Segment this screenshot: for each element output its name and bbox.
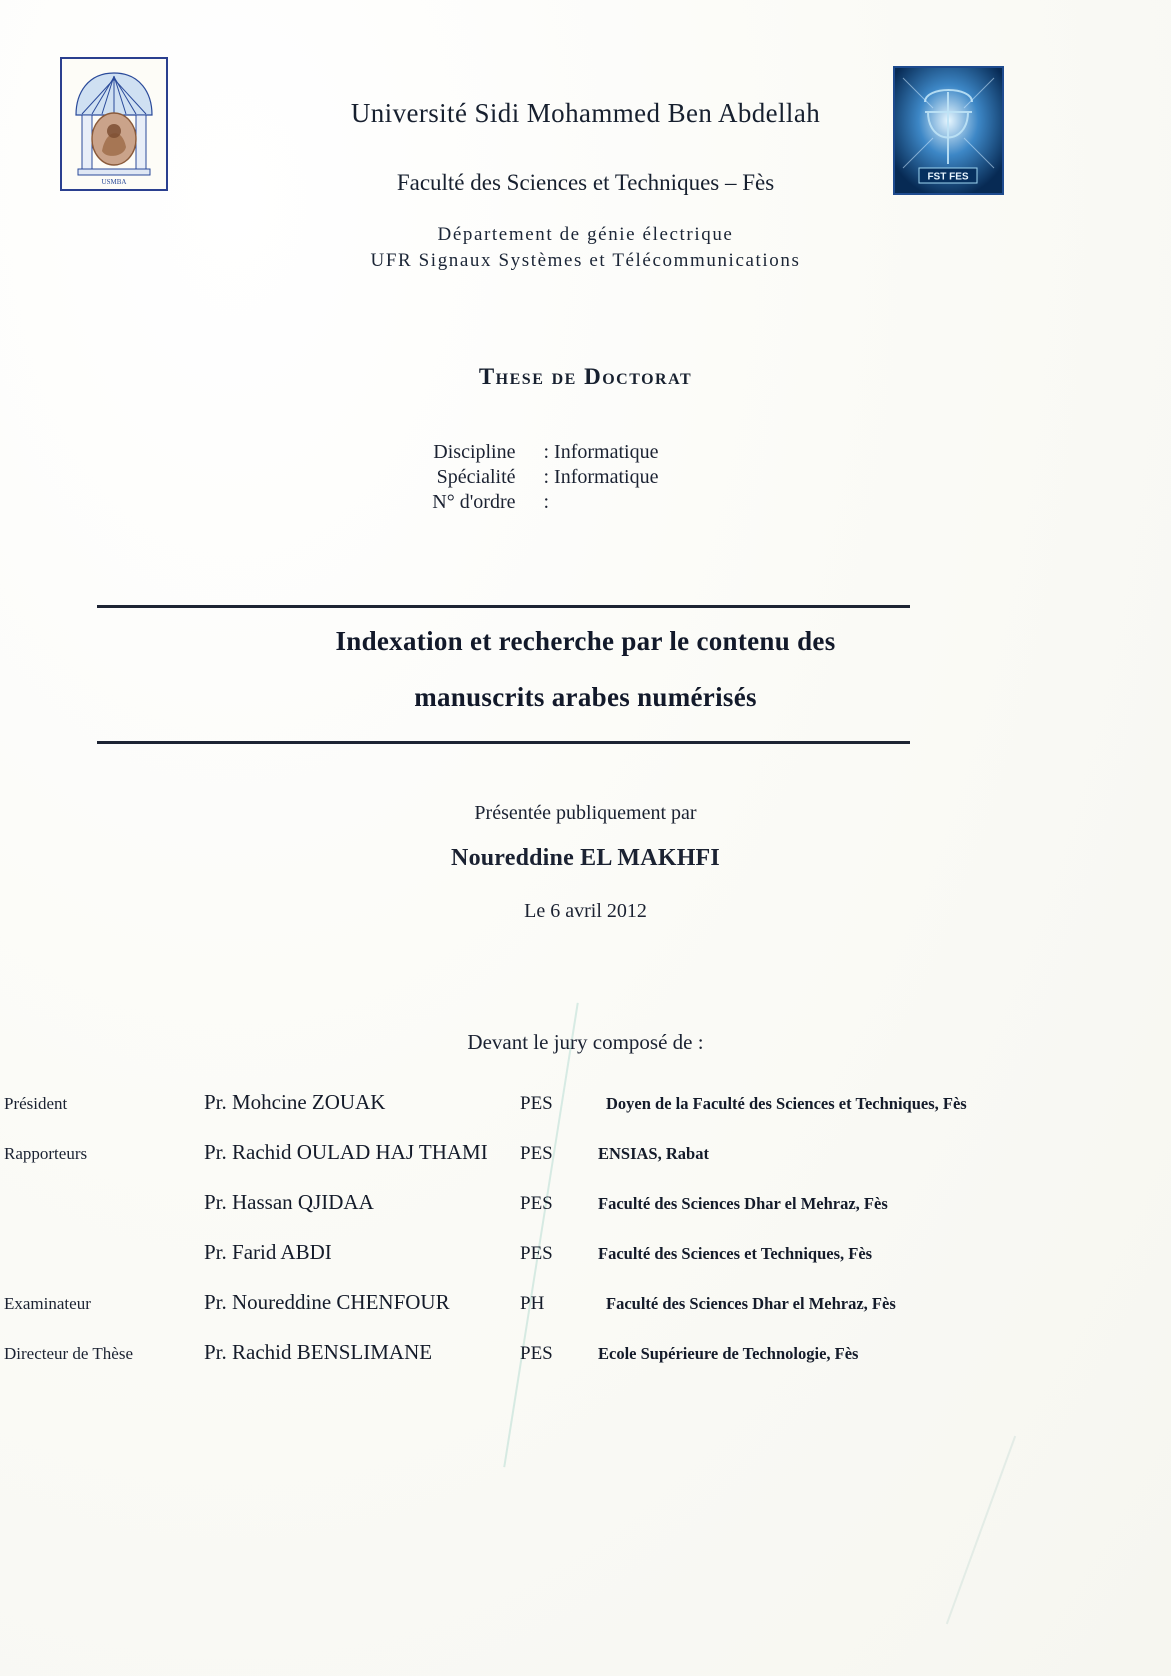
faculty-name: Faculté des Sciences et Techniques – Fès (396, 170, 775, 195)
author-name: Noureddine EL MAKHFI (451, 845, 720, 871)
metadata-value: : (543, 491, 550, 513)
presented-by-label: Présentée publiquement par (474, 802, 697, 824)
jury-table (0, 1090, 1171, 1390)
jury-row (0, 1090, 1171, 1140)
jury-grade: PES (520, 1243, 553, 1264)
jury-member-name: Pr. Farid ABDI (204, 1240, 332, 1264)
metadata-key: Discipline (433, 441, 516, 463)
jury-grade: PES (520, 1193, 553, 1214)
metadata-row (0, 465, 1171, 490)
department-name: Département de génie électrique (437, 224, 734, 245)
metadata-value: : Informatique (543, 466, 659, 488)
jury-role: Rapporteurs (4, 1144, 88, 1163)
jury-affiliation: Doyen de la Faculté des Sciences et Techniques, Fès (606, 1094, 967, 1113)
jury-row (0, 1140, 1171, 1190)
title-rule-top (97, 605, 910, 608)
jury-member-name: Pr. Rachid OULAD HAJ THAMI (204, 1140, 488, 1164)
jury-role: Directeur de Thèse (4, 1344, 134, 1363)
jury-affiliation: Faculté des Sciences Dhar el Mehraz, Fès (598, 1194, 888, 1213)
jury-row (0, 1340, 1171, 1390)
scan-artifact-streak (946, 1436, 1016, 1625)
jury-affiliation: Faculté des Sciences et Techniques, Fès (598, 1244, 873, 1263)
jury-member-name: Pr. Mohcine ZOUAK (204, 1090, 386, 1114)
title-rule-bottom (97, 741, 910, 744)
jury-grade: PH (520, 1293, 545, 1314)
jury-row (0, 1240, 1171, 1290)
metadata-key: Spécialité (436, 466, 516, 488)
jury-member-name: Pr. Rachid BENSLIMANE (204, 1340, 433, 1364)
jury-intro-label: Devant le jury composé de : (467, 1030, 704, 1054)
jury-member-name: Pr. Hassan QJIDAA (204, 1190, 374, 1214)
metadata-value: : Informatique (543, 441, 659, 463)
jury-grade: PES (520, 1343, 553, 1364)
university-name: Université Sidi Mohammed Ben Abdellah (350, 98, 821, 128)
jury-grade: PES (520, 1093, 553, 1114)
jury-affiliation: Ecole Supérieure de Technologie, Fès (598, 1344, 859, 1363)
document-type-heading: These de Doctorat (478, 364, 693, 389)
jury-member-name: Pr. Noureddine CHENFOUR (204, 1290, 450, 1314)
jury-role: Examinateur (4, 1294, 91, 1313)
jury-row (0, 1190, 1171, 1240)
research-unit-name: UFR Signaux Systèmes et Télécommunications (370, 250, 801, 271)
metadata-key: N° d'ordre (432, 491, 516, 513)
thesis-title-line-1: Indexation et recherche par le contenu des (335, 626, 836, 656)
defense-date: Le 6 avril 2012 (524, 900, 647, 922)
jury-affiliation: ENSIAS, Rabat (598, 1144, 709, 1163)
thesis-title-line-2: manuscrits arabes numérisés (414, 682, 757, 712)
jury-role: Président (4, 1094, 68, 1113)
jury-grade: PES (520, 1143, 553, 1164)
metadata-row (0, 440, 1171, 465)
jury-affiliation: Faculté des Sciences Dhar el Mehraz, Fès (606, 1294, 896, 1313)
svg-text:USMBA: USMBA (101, 178, 127, 186)
svg-text:FST FES: FST FES (927, 171, 969, 183)
jury-row (0, 1290, 1171, 1340)
metadata-row (0, 490, 1171, 515)
thesis-metadata (0, 440, 1171, 515)
